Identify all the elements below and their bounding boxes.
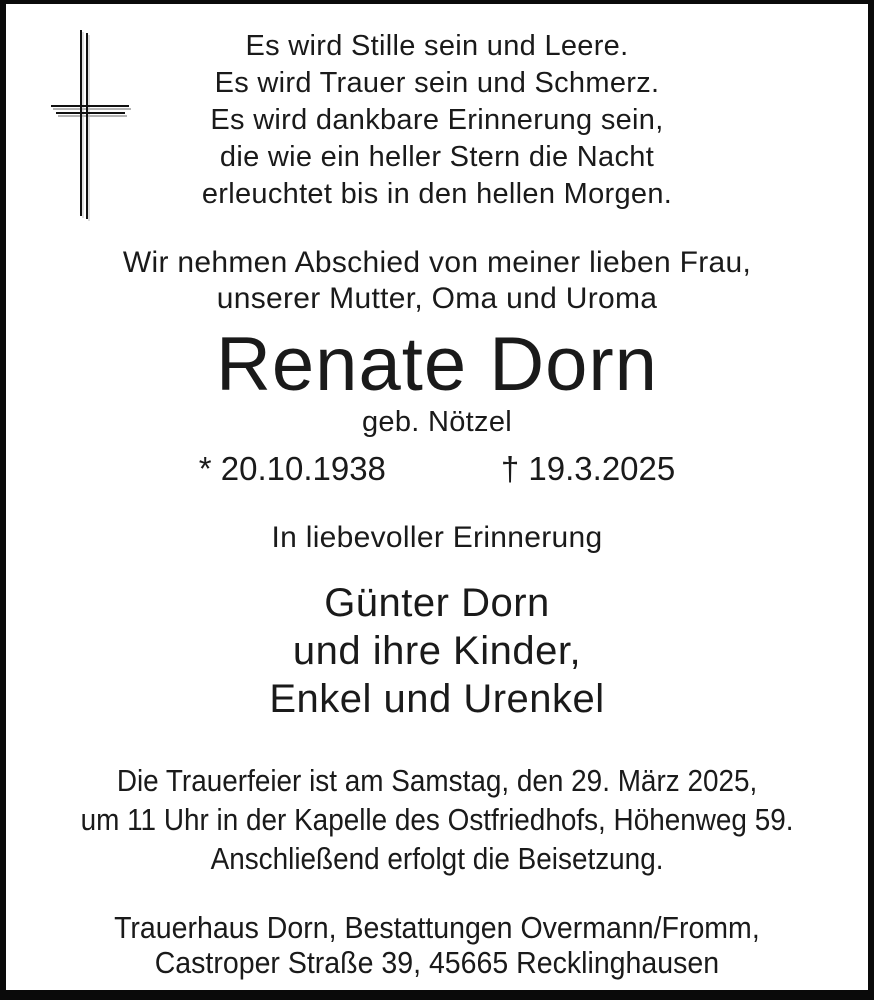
death-date: † 19.3.2025 [500,450,676,487]
poem-line: Es wird dankbare Erinnerung sein, [210,104,664,136]
mourner-line: Günter Dorn [324,581,550,625]
birth-date: * 20.10.1938 [198,450,386,487]
poem-line: Es wird Trauer sein und Schmerz. [214,67,660,99]
funeral-home-line: Castroper Straße 39, 45665 Recklinghausen [154,945,720,980]
notice-content [6,4,868,990]
funeral-details [81,761,794,878]
farewell-intro [123,245,751,317]
poem-line: erleuchtet bis in den hellen Morgen. [201,178,673,210]
funeral-line: Anschließend erfolgt die Beisetzung. [210,841,664,876]
mourners [269,579,604,723]
maiden-name: geb. Nötzel [362,406,512,438]
funeral-line: Die Trauerfeier ist am Samstag, den 29. März 2025, [116,763,758,798]
mourner-line: Enkel und Urenkel [269,677,605,721]
poem-line: die wie ein heller Stern die Nacht [219,141,655,173]
funeral-home-line: Trauerhaus Dorn, Bestattungen Overmann/Fromm, [114,910,760,945]
mourner-line: und ihre Kinder, [292,629,582,673]
funeral-line: um 11 Uhr in der Kapelle des Ostfriedhofs, Höhenweg 59. [80,802,794,837]
memorial-poem [202,28,672,213]
poem-line: Es wird Stille sein und Leere. [245,30,629,62]
life-dates [199,449,676,489]
remembrance-line: In liebevoller Erinnerung [271,521,603,554]
funeral-home-address [114,910,760,980]
intro-line: Wir nehmen Abschied von meiner lieben Frau, [122,246,752,279]
deceased-name: Renate Dorn [216,322,658,407]
intro-line: unserer Mutter, Oma und Uroma [216,282,658,315]
